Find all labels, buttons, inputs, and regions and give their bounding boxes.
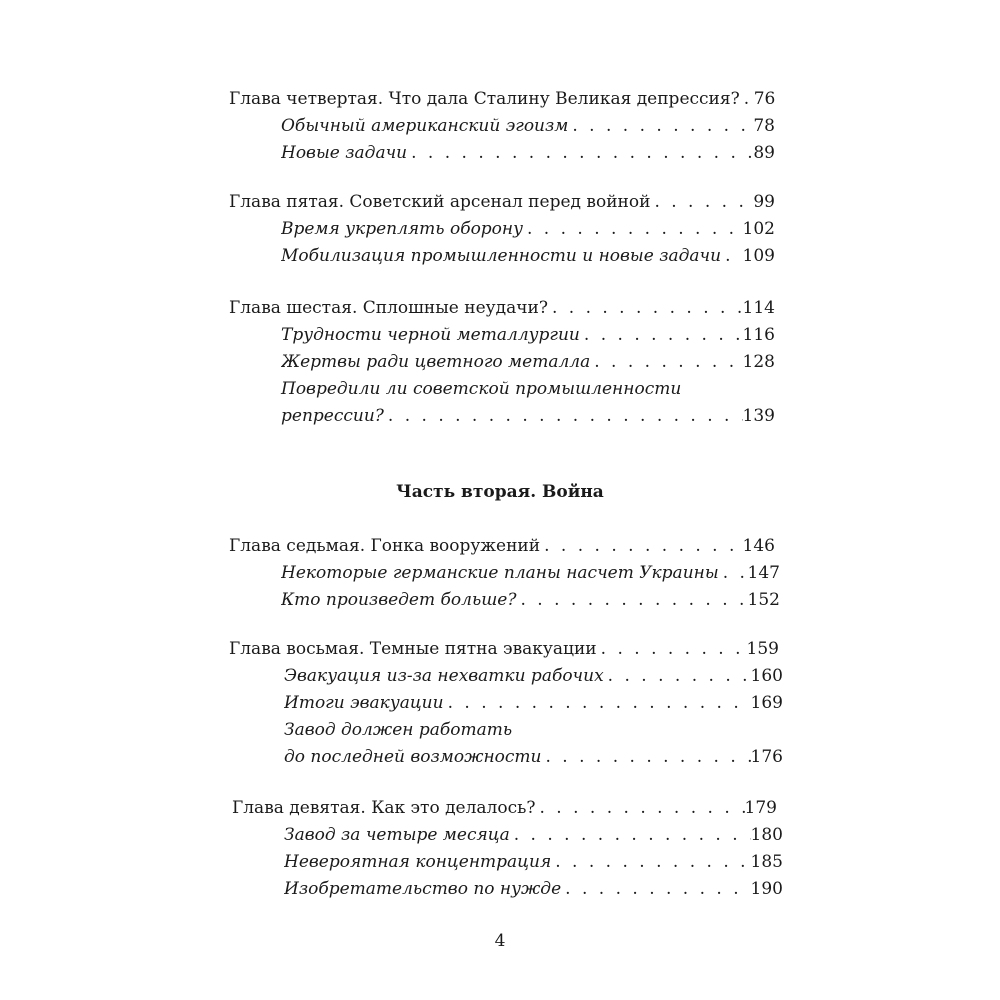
toc-entry-title: Глава девятая. Как это делалось? xyxy=(232,798,536,818)
toc-leader-dots xyxy=(444,692,751,714)
toc-leader-dots xyxy=(568,115,753,137)
toc-leader-dots xyxy=(590,351,742,373)
toc-chapter-4 xyxy=(229,88,775,110)
toc-entry-page: 147 xyxy=(747,563,780,583)
toc-entry-title: Время укреплять оборону xyxy=(281,219,523,239)
toc-leader-dots xyxy=(650,191,753,213)
toc-section xyxy=(281,324,775,346)
toc-entry-title: Кто произведет больше? xyxy=(281,590,517,610)
toc-entry-title: Обычный американский эгоизм xyxy=(281,116,569,136)
toc-section xyxy=(284,878,783,900)
toc-leader-dots xyxy=(719,562,748,584)
toc-entry-title: Трудности черной металлургии xyxy=(281,325,580,345)
toc-entry-title: Глава шестая. Сплошные неудачи? xyxy=(229,298,548,318)
toc-entry-page: 152 xyxy=(747,590,780,610)
toc-entry-title: Глава седьмая. Гонка вооружений xyxy=(229,536,541,556)
toc-leader-dots xyxy=(597,638,747,660)
toc-section-title-line: Завод должен работать xyxy=(284,720,513,740)
toc-entry-page: 139 xyxy=(742,406,775,426)
toc-entry-page: 76 xyxy=(753,89,775,109)
toc-entry-title: Завод за четыре месяца xyxy=(284,825,510,845)
toc-chapter-6 xyxy=(229,297,775,319)
toc-section xyxy=(281,115,775,137)
toc-entry-page: 128 xyxy=(742,352,775,372)
toc-leader-dots xyxy=(580,324,743,346)
toc-chapter-9 xyxy=(232,797,777,819)
toc-section-title-line: Повредили ли советской промышленности xyxy=(281,379,682,399)
toc-section xyxy=(281,562,780,584)
toc-entry-title: Жертвы ради цветного металла xyxy=(281,352,591,372)
toc-entry-title: Глава четвертая. Что дала Сталину Великая депрессия? xyxy=(229,89,740,109)
toc-entry-page: 116 xyxy=(742,325,775,345)
page-number: 4 xyxy=(494,931,506,951)
toc-entry-page: 160 xyxy=(750,666,783,686)
toc-entry-page: 99 xyxy=(753,192,775,212)
toc-leader-dots xyxy=(548,297,743,319)
toc-entry-title: до последней возможности xyxy=(284,747,542,767)
toc-entry-title: Новые задачи xyxy=(281,143,408,163)
toc-entry-page: 179 xyxy=(744,798,777,818)
toc-entry-page: 159 xyxy=(746,639,779,659)
toc-section xyxy=(284,665,783,687)
toc-leader-dots xyxy=(517,589,748,611)
toc-entry-page: 146 xyxy=(742,536,775,556)
toc-entry-title: Изобретательство по нужде xyxy=(284,879,562,899)
toc-entry-page: 114 xyxy=(742,298,775,318)
toc-section xyxy=(281,218,775,240)
toc-leader-dots xyxy=(740,88,754,110)
toc-entry-page: 78 xyxy=(753,116,775,136)
toc-entry-page: 176 xyxy=(750,747,783,767)
toc-entry-page: 190 xyxy=(750,879,783,899)
toc-entry-title: Некоторые германские планы насчет Украины xyxy=(281,563,719,583)
toc-entry-page: 102 xyxy=(742,219,775,239)
toc-entry-page: 180 xyxy=(750,825,783,845)
toc-leader-dots xyxy=(523,218,743,240)
toc-section xyxy=(284,851,783,873)
toc-chapter-5 xyxy=(229,191,775,213)
toc-entry-title: Невероятная концентрация xyxy=(284,852,552,872)
toc-entry-page: 169 xyxy=(750,693,783,713)
toc-entry-title: репрессии? xyxy=(281,406,384,426)
toc-entry-title: Глава восьмая. Темные пятна эвакуации xyxy=(229,639,597,659)
toc-leader-dots xyxy=(541,746,750,768)
toc-section xyxy=(281,589,780,611)
toc-leader-dots xyxy=(510,824,751,846)
toc-section xyxy=(284,824,783,846)
toc-leader-dots xyxy=(721,245,742,267)
toc-chapter-7 xyxy=(229,535,775,557)
toc-section xyxy=(281,142,775,164)
toc-section xyxy=(284,692,783,714)
toc-chapter-8 xyxy=(229,638,779,660)
toc-entry-title: Эвакуация из-за нехватки рабочих xyxy=(284,666,604,686)
toc-leader-dots xyxy=(540,535,742,557)
toc-entry-page: 185 xyxy=(750,852,783,872)
toc-section xyxy=(281,245,775,267)
toc-entry-title: Глава пятая. Советский арсенал перед войной xyxy=(229,192,651,212)
toc-leader-dots xyxy=(535,797,744,819)
toc-entry-page: 109 xyxy=(742,246,775,266)
toc-leader-dots xyxy=(384,405,743,427)
toc-leader-dots xyxy=(561,878,750,900)
toc-leader-dots xyxy=(551,851,750,873)
toc-section xyxy=(284,746,783,768)
toc-section xyxy=(281,405,775,427)
toc-leader-dots xyxy=(407,142,753,164)
toc-entry-title: Мобилизация промышленности и новые задачи xyxy=(281,246,722,266)
part-title: Часть вторая. Война xyxy=(396,482,604,502)
toc-section xyxy=(281,351,775,373)
toc-entry-page: 89 xyxy=(753,143,775,163)
toc-leader-dots xyxy=(604,665,751,687)
toc-entry-title: Итоги эвакуации xyxy=(284,693,444,713)
